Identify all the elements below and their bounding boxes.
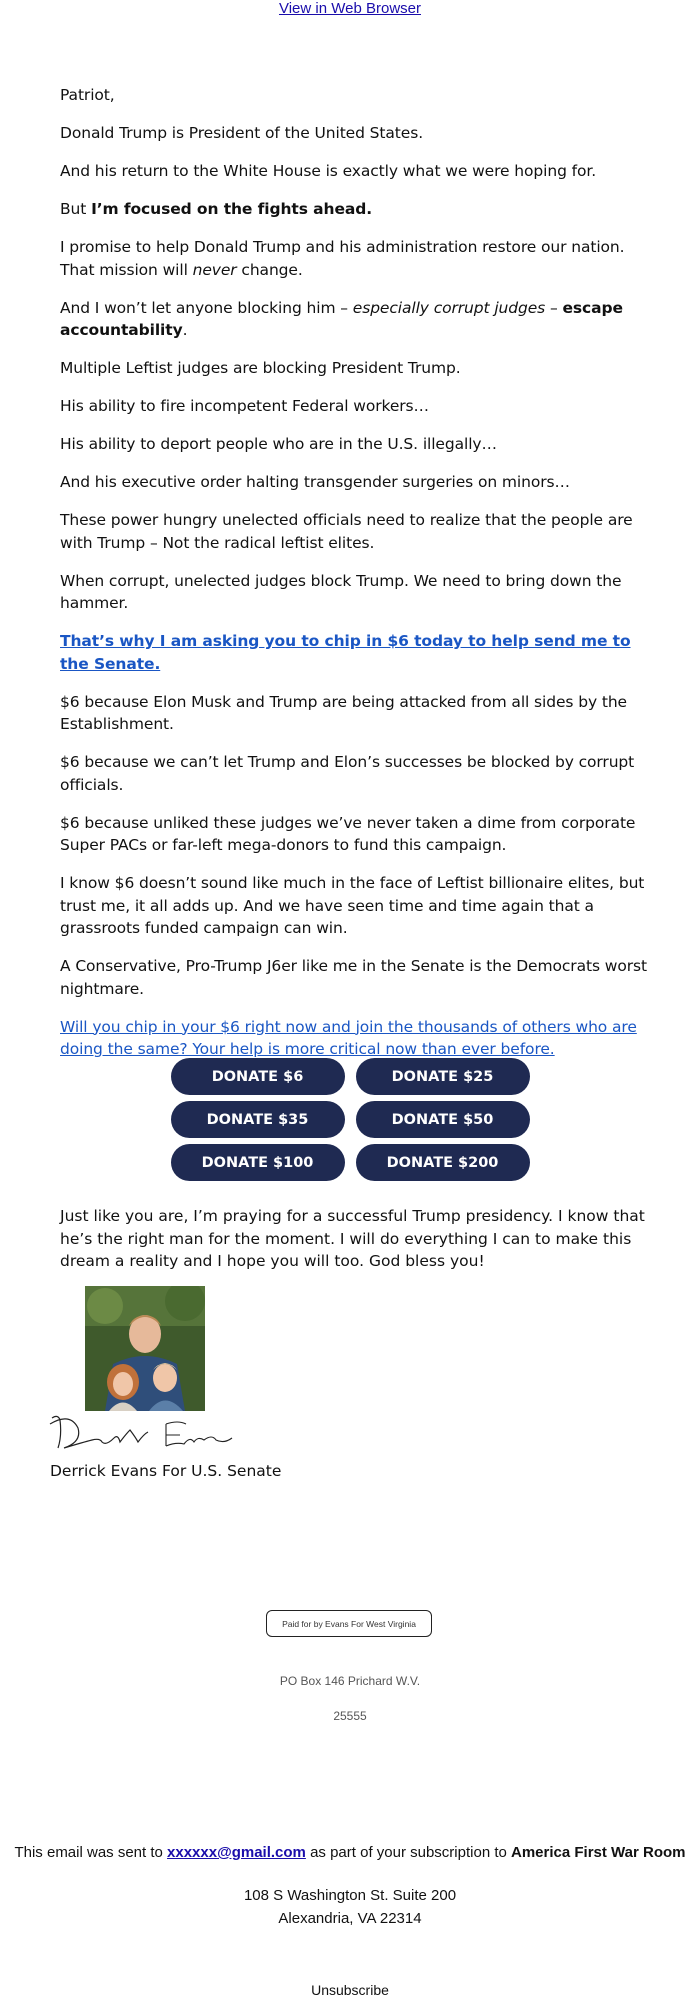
paid-for-disclaimer: Paid for by Evans For West Virginia [266, 1610, 432, 1637]
paragraph: His ability to fire incompetent Federal workers… [60, 397, 429, 415]
donate-row [0, 1101, 700, 1138]
italic-text: especially corrupt judges [352, 298, 546, 317]
donate-35-button[interactable]: DONATE $35 [171, 1101, 345, 1138]
donate-button-grid [0, 1058, 700, 1187]
text: – [545, 298, 563, 317]
donate-25-button[interactable]: DONATE $25 [356, 1058, 530, 1095]
signer-name: Derrick Evans For U.S. Senate [50, 1462, 282, 1480]
paragraph: His ability to deport people who are in the U.S. illegally… [60, 435, 497, 453]
text: as part of your subscription to [305, 1844, 512, 1861]
donate-row [0, 1058, 700, 1095]
bold-text: escape accountability [60, 298, 623, 339]
email-body [60, 84, 650, 1076]
signature [48, 1412, 238, 1454]
paragraph [60, 198, 650, 221]
text: This email was sent to [14, 1844, 168, 1861]
text: I promise to help Donald Trump and his administration restore our nation. That mission will [60, 238, 625, 279]
donate-100-button[interactable]: DONATE $100 [171, 1144, 345, 1181]
recipient-email-link[interactable]: xxxxxx@gmail.com [167, 1844, 306, 1861]
view-in-browser-bar [0, 0, 700, 17]
po-box-address: PO Box 146 Prichard W.V. [279, 1674, 421, 1688]
family-photo [85, 1286, 205, 1411]
text: change. [236, 260, 303, 279]
chip-in-cta-link[interactable]: Will you chip in your $6 right now and join the thousands of others who are doing the same? Your help is more critical now than ever before. [60, 1017, 637, 1058]
paragraph [60, 297, 650, 342]
paragraph: $6 because unliked these judges we’ve never taken a dime from corporate Super PACs or far-left mega-donors to fund this campaign. [60, 813, 636, 854]
donate-6-button[interactable]: DONATE $6 [171, 1058, 345, 1095]
paragraph: $6 because we can’t let Trump and Elon’s successes be blocked by corrupt officials. [60, 753, 635, 794]
donate-200-button[interactable]: DONATE $200 [356, 1144, 530, 1181]
unsubscribe-link[interactable]: Unsubscribe [311, 1982, 389, 1998]
text: . [182, 321, 188, 339]
bold-text: I’m focused on the fights ahead. [91, 200, 373, 218]
paragraph: $6 because Elon Musk and Trump are being attacked from all sides by the Establishment. [60, 692, 627, 733]
view-in-browser-link[interactable]: View in Web Browser [278, 0, 421, 17]
text: And I won’t let anyone blocking him – [60, 298, 353, 317]
greeting: Patriot, [60, 86, 115, 104]
paragraph [60, 236, 650, 281]
italic-text: never [192, 260, 237, 279]
paragraph: Multiple Leftist judges are blocking President Trump. [60, 359, 461, 377]
text: But [60, 200, 92, 218]
po-box-zip: 25555 [333, 1709, 367, 1723]
subscription-notice [0, 1844, 700, 1861]
donate-row [0, 1144, 700, 1181]
footer-address [0, 1884, 700, 1930]
address-line: 108 S Washington St. Suite 200 [243, 1887, 457, 1904]
paragraph: I know $6 doesn’t sound like much in the face of Leftist billionaire elites, but trust me, it all adds up. And we have seen time and time again that a grassroots funded campaign can win. [60, 874, 645, 937]
donate-50-button[interactable]: DONATE $50 [356, 1101, 530, 1138]
paragraph: And his return to the White House is exactly what we were hoping for. [60, 162, 597, 180]
donate-cta-link[interactable]: That’s why I am asking you to chip in $6 today to help send me to the Senate. [60, 632, 631, 673]
closing-paragraph: Just like you are, I’m praying for a successful Trump presidency. I know that he’s the right man for the moment. I will do everything I can to make this dream a reality and I hope you will too. God bless you! [60, 1207, 645, 1270]
address-line: Alexandria, VA 22314 [278, 1910, 422, 1927]
paragraph: Donald Trump is President of the United States. [60, 124, 424, 142]
paragraph: And his executive order halting transgender surgeries on minors… [60, 473, 570, 491]
paragraph: When corrupt, unelected judges block Trump. We need to bring down the hammer. [60, 571, 622, 612]
org-name: America First War Room [511, 1844, 686, 1861]
paragraph: These power hungry unelected officials need to realize that the people are with Trump – Not the radical leftist elites. [60, 511, 633, 552]
paragraph: A Conservative, Pro-Trump J6er like me in the Senate is the Democrats worst nightmare. [60, 957, 647, 998]
